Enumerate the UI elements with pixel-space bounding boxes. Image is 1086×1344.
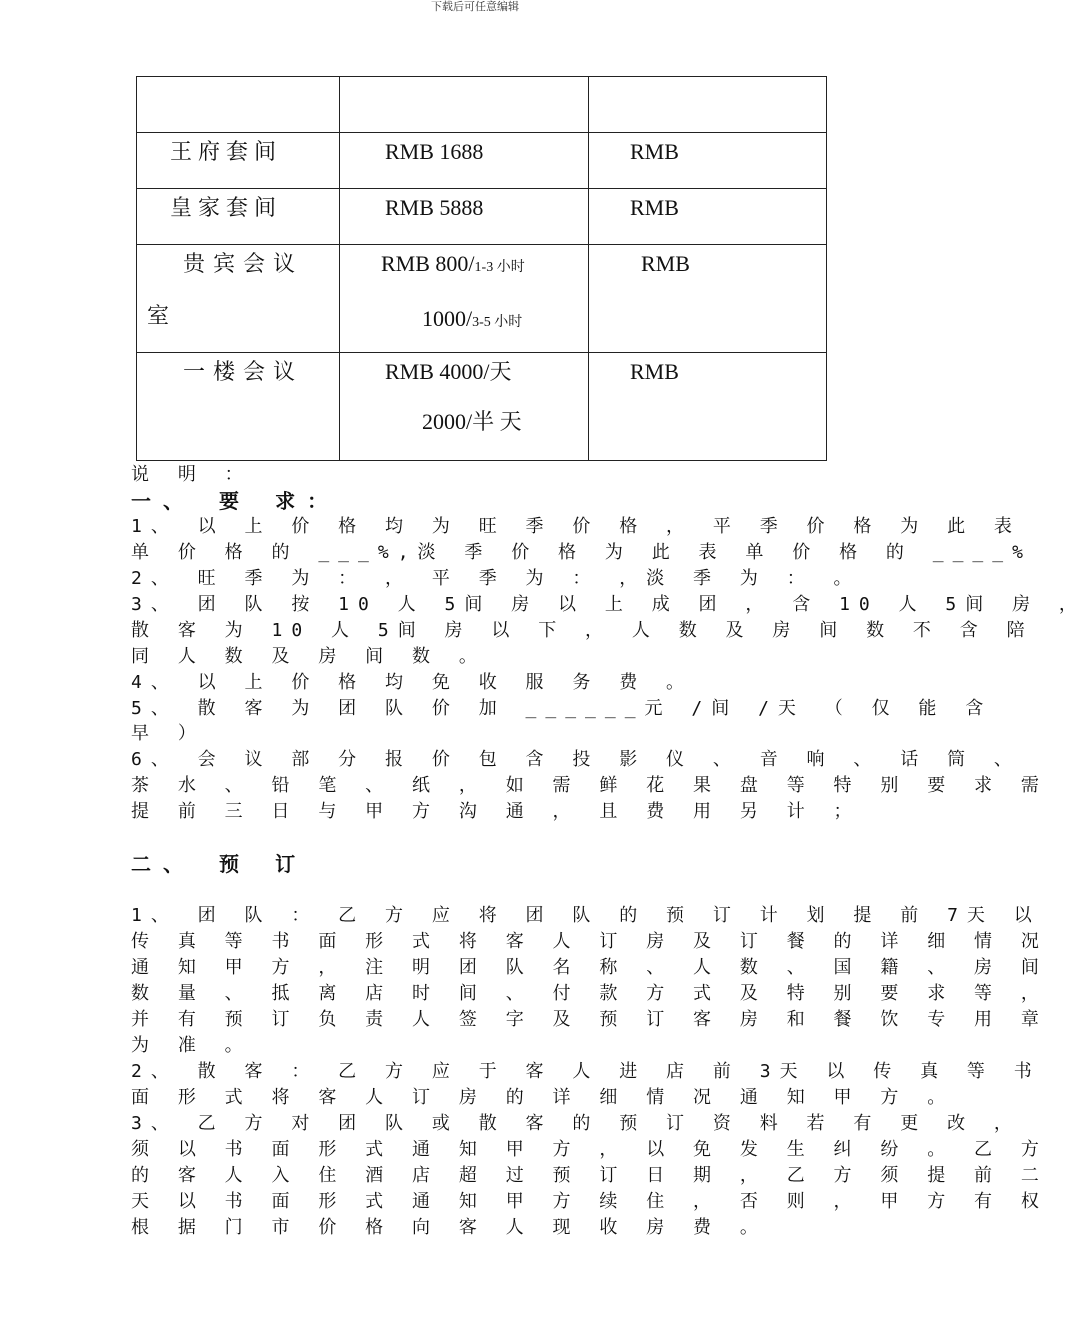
rmb-label: RMB [630, 359, 679, 384]
table-row [137, 245, 827, 353]
room-name: 皇家套间 [170, 195, 283, 220]
paragraph-line: 4、 以 上 价 格 均 免 收 服 务 费 。 [131, 672, 694, 693]
paragraph-line: 数 量 、 抵 离 店 时 间 、 付 款 方 式 及 特 别 要 求 等 ， [131, 983, 1048, 1004]
page-header: 下载后可任意编辑 [431, 0, 519, 13]
paragraph-line: 为 准 。 [131, 1035, 252, 1056]
paragraph-line: 1、 以 上 价 格 均 为 旺 季 价 格 ， 平 季 价 格 为 此 表 [131, 516, 1021, 537]
price-line-2: 2000/半 天 [422, 409, 522, 434]
rmb-label: RMB [630, 195, 679, 220]
price-cell [340, 133, 589, 189]
price-cell [340, 245, 589, 353]
paragraph-line: 提 前 三 日 与 甲 方 沟 通 ， 且 费 用 另 计 ； [131, 801, 861, 822]
rmb-cell [589, 353, 827, 461]
room-name-cell [137, 245, 340, 353]
room-name: 贵宾会议 [183, 251, 304, 276]
paragraph-line: 1、 团 队 ： 乙 方 应 将 团 队 的 预 订 计 划 提 前 7天 以 [131, 905, 1041, 926]
price-cell [340, 353, 589, 461]
table-row [137, 77, 827, 133]
price-cell [340, 189, 589, 245]
price-line-2: 1000/3-5 小时 [422, 306, 523, 331]
rmb-cell [589, 245, 827, 353]
paragraph-line: 通 知 甲 方 ， 注 明 团 队 名 称 、 人 数 、 国 籍 、 房 间 [131, 957, 1048, 978]
paragraph-line: 5、 散 客 为 团 队 价 加 ______元 /间 /天 （ 仅 能 含 [131, 698, 993, 719]
room-name: 一楼会议 [183, 359, 304, 384]
room-name-cont: 室 [147, 303, 170, 328]
paragraph-line: 面 形 式 将 客 人 订 房 的 详 细 情 况 通 知 甲 方 。 [131, 1087, 955, 1108]
notes-label: 说 明 ： [131, 464, 252, 485]
price-note: 3-5 小时 [472, 315, 523, 330]
paragraph-line: 3、 团 队 按 10 人 5间 房 以 上 成 团 ， 含 10 人 5间 房 ， [131, 594, 1086, 615]
room-name: 王府套间 [170, 139, 283, 164]
rmb-label: RMB [641, 251, 690, 276]
paragraph-line: 天 以 书 面 形 式 通 知 甲 方 续 住 ， 否 则 ， 甲 方 有 权 [131, 1191, 1048, 1212]
price-note: 1-3 小时 [474, 260, 525, 275]
section-heading-requirements: 一、 要 求： [131, 489, 340, 513]
price: RMB 5888 [385, 195, 484, 220]
paragraph-line: 2、 散 客 ： 乙 方 应 于 客 人 进 店 前 3天 以 传 真 等 书 [131, 1061, 1041, 1082]
paragraph-line: 2、 旺 季 为 ： ， 平 季 为 ： ，淡 季 为 ： 。 [131, 568, 861, 589]
table-row [137, 353, 827, 461]
room-name-cell [137, 133, 340, 189]
rmb-cell [589, 133, 827, 189]
paragraph-line: 的 客 人 入 住 酒 店 超 过 预 订 日 期 ， 乙 方 须 提 前 二 [131, 1165, 1048, 1186]
table-row [137, 189, 827, 245]
paragraph-line: 茶 水 、 铅 笔 、 纸 ， 如 需 鲜 花 果 盘 等 特 别 要 求 需 [131, 775, 1048, 796]
price-cell [340, 77, 589, 133]
rmb-label: RMB [630, 139, 679, 164]
section-heading-booking: 二、 预 订 [131, 852, 308, 876]
price-line-1: RMB 4000/天 [385, 359, 512, 384]
room-name-cell [137, 77, 340, 133]
table-row [137, 133, 827, 189]
paragraph-line: 6、 会 议 部 分 报 价 包 含 投 影 仪 、 音 响 、 话 筒 、 [131, 749, 1021, 770]
room-name-cell [137, 353, 340, 461]
rmb-cell [589, 77, 827, 133]
paragraph-line: 3、 乙 方 对 团 队 或 散 客 的 预 订 资 料 若 有 更 改 ， [131, 1113, 1021, 1134]
paragraph-line: 同 人 数 及 房 间 数 。 [131, 646, 486, 667]
price-line-1: RMB 800/1-3 小时 [381, 251, 525, 276]
paragraph-line: 早 ） [131, 723, 205, 744]
paragraph-line: 传 真 等 书 面 形 式 将 客 人 订 房 及 订 餐 的 详 细 情 况 [131, 931, 1048, 952]
rate-table [136, 76, 827, 461]
price: RMB 1688 [385, 139, 484, 164]
paragraph-line: 根 据 门 市 价 格 向 客 人 现 收 房 费 。 [131, 1217, 767, 1238]
paragraph-line: 单 价 格 的 ___%,淡 季 价 格 为 此 表 单 价 格 的 ____% [131, 542, 1032, 563]
paragraph-line: 须 以 书 面 形 式 通 知 甲 方 ， 以 免 发 生 纠 纷 。 乙 方 [131, 1139, 1048, 1160]
paragraph-line: 散 客 为 10 人 5间 房 以 下 ， 人 数 及 房 间 数 不 含 陪 [131, 620, 1034, 641]
rmb-cell [589, 189, 827, 245]
paragraph-line: 并 有 预 订 负 责 人 签 字 及 预 订 客 房 和 餐 饮 专 用 章 [131, 1009, 1048, 1030]
room-name-cell [137, 189, 340, 245]
